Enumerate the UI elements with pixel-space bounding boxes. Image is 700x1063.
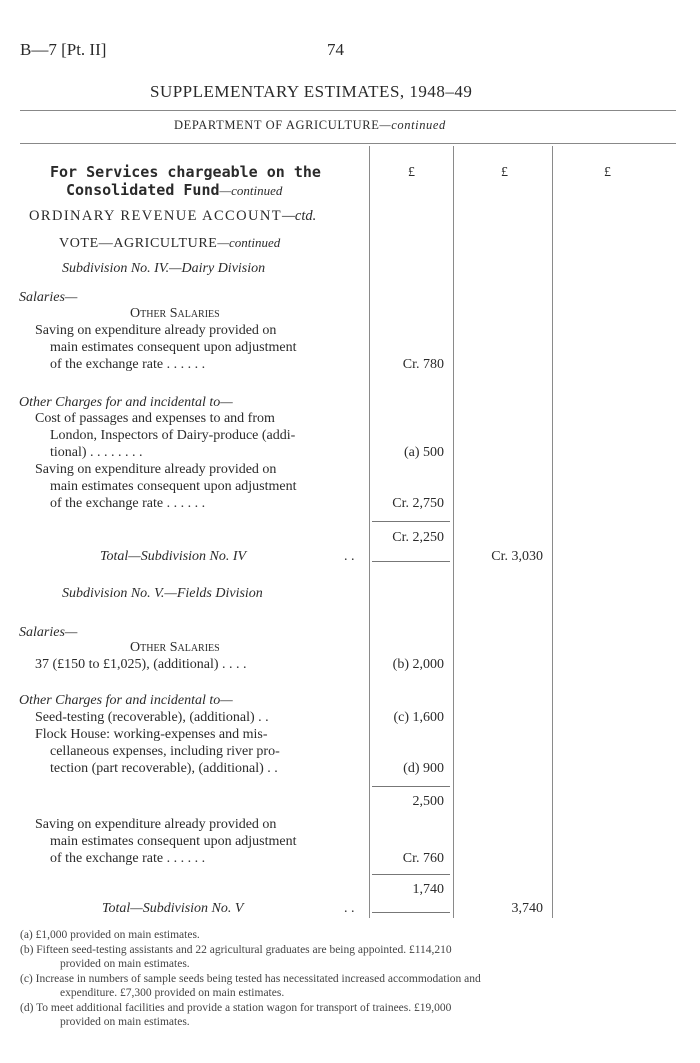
page-title: SUPPLEMENTARY ESTIMATES, 1948–49 — [150, 82, 473, 101]
department-heading: DEPARTMENT OF AGRICULTURE—continued — [174, 118, 446, 132]
sub4-total-label: Total—Subdivision No. IV — [100, 549, 247, 564]
sub4-charges-label: Other Charges for and incidental to— — [19, 395, 233, 410]
sub5-c1: Seed-testing (recoverable), (additional) . . — [35, 710, 269, 725]
subdivision-v-title: Subdivision No. V.—Fields Division — [62, 586, 263, 601]
sub4-c1-line2: London, Inspectors of Dairy-produce (addi- — [50, 428, 296, 443]
footnote-a-line1: (a) £1,000 provided on main estimates. — [20, 929, 200, 941]
col-header-2: £ — [501, 165, 508, 180]
sub5-c3-line2: main estimates consequent upon adjustment — [50, 834, 297, 849]
sub5-total-dots: . . — [344, 901, 355, 916]
subdivision-iv-title: Subdivision No. IV.—Dairy Division — [62, 261, 266, 276]
sub4-salaries-label: Salaries— — [19, 290, 78, 305]
sub5-c2-line3: tection (part recoverable), (additional) . . — [50, 761, 278, 776]
sub4-other-salaries: Other Salaries — [130, 306, 220, 321]
sub4-c1-line3: tional) . . . . . . . . — [50, 445, 143, 460]
sub4-sum-rule — [372, 521, 450, 522]
sub5-subtotal-rule — [372, 786, 450, 787]
sub5-c2-amount: (d) 900 — [403, 761, 444, 776]
sub4-total-dots: . . — [344, 549, 355, 564]
page-ref: B—7 [Pt. II] — [20, 40, 107, 59]
sub5-c1-amount: (c) 1,600 — [393, 710, 444, 725]
account-heading: ORDINARY REVENUE ACCOUNT—ctd. — [29, 208, 317, 224]
sub5-total-label: Total—Subdivision No. V — [102, 901, 244, 916]
sub4-c2-line1: Saving on expenditure already provided on — [35, 462, 277, 477]
sub4-c2-line3: of the exchange rate . . . . . . — [50, 496, 206, 511]
footnote-d-line2: provided on main estimates. — [60, 1016, 190, 1028]
sub5-s1-amount: (b) 2,000 — [392, 657, 444, 672]
col-header-3: £ — [604, 165, 611, 180]
sub5-subtotal-amount: 2,500 — [412, 794, 444, 809]
title-rule — [20, 110, 676, 111]
sub4-c2-line2: main estimates consequent upon adjustment — [50, 479, 297, 494]
vote-heading: VOTE—AGRICULTURE—continued — [59, 235, 281, 251]
sub5-c3-amount: Cr. 760 — [402, 851, 444, 866]
sub4-s1-amount: Cr. 780 — [402, 357, 444, 372]
sub4-c2-amount: Cr. 2,750 — [392, 496, 444, 511]
footnote-b-line1: (b) Fifteen seed-testing assistants and 22 agricultural graduates are being appointed. £114,210 — [20, 944, 452, 956]
sub5-s1: 37 (£150 to £1,025), (additional) . . . . — [35, 657, 247, 672]
sub5-total-amount: 3,740 — [511, 901, 543, 916]
sub4-s1-line2: main estimates consequent upon adjustment — [50, 340, 297, 355]
sub5-c2-line2: cellaneous expenses, including river pro- — [50, 744, 280, 759]
sub4-total-rule — [372, 561, 450, 562]
sub5-total-rule — [372, 912, 450, 913]
footnote-c-line2: expenditure. £7,300 provided on main estimates. — [60, 987, 285, 999]
table-top-rule — [20, 143, 676, 144]
sub4-total-amount: Cr. 3,030 — [491, 549, 543, 564]
sub4-net-amount: Cr. 2,250 — [392, 530, 444, 545]
sub5-net-rule — [372, 874, 450, 875]
sub5-salaries-label: Salaries— — [19, 625, 78, 640]
sub5-c3-line1: Saving on expenditure already provided on — [35, 817, 277, 832]
sub4-c1-line1: Cost of passages and expenses to and from — [35, 411, 275, 426]
sub5-other-salaries: Other Salaries — [130, 640, 220, 655]
footnote-d-line1: (d) To meet additional facilities and provide a station wagon for transport of trainees. £19,000 — [20, 1002, 452, 1014]
page-number: 74 — [327, 40, 344, 59]
footnote-c-line1: (c) Increase in numbers of sample seeds being tested has necessitated increased accommodation and — [20, 973, 481, 985]
sub5-net-amount: 1,740 — [412, 882, 444, 897]
sub4-c1-amount: (a) 500 — [403, 445, 444, 460]
sub4-s1-line3: of the exchange rate . . . . . . — [50, 357, 206, 372]
sub5-charges-label: Other Charges for and incidental to— — [19, 693, 233, 708]
col-header-1: £ — [408, 165, 415, 180]
sub4-s1-line1: Saving on expenditure already provided on — [35, 323, 277, 338]
col-divider-1 — [369, 146, 370, 918]
sub5-c3-line3: of the exchange rate . . . . . . — [50, 851, 206, 866]
col-divider-3 — [552, 146, 553, 918]
heading-line1: For Services chargeable on the — [50, 163, 321, 181]
sub5-c2-line1: Flock House: working-expenses and mis- — [35, 727, 268, 742]
footnote-b-line2: provided on main estimates. — [60, 958, 190, 970]
col-divider-2 — [453, 146, 454, 918]
heading-line2: Consolidated Fund—continued — [66, 181, 283, 199]
